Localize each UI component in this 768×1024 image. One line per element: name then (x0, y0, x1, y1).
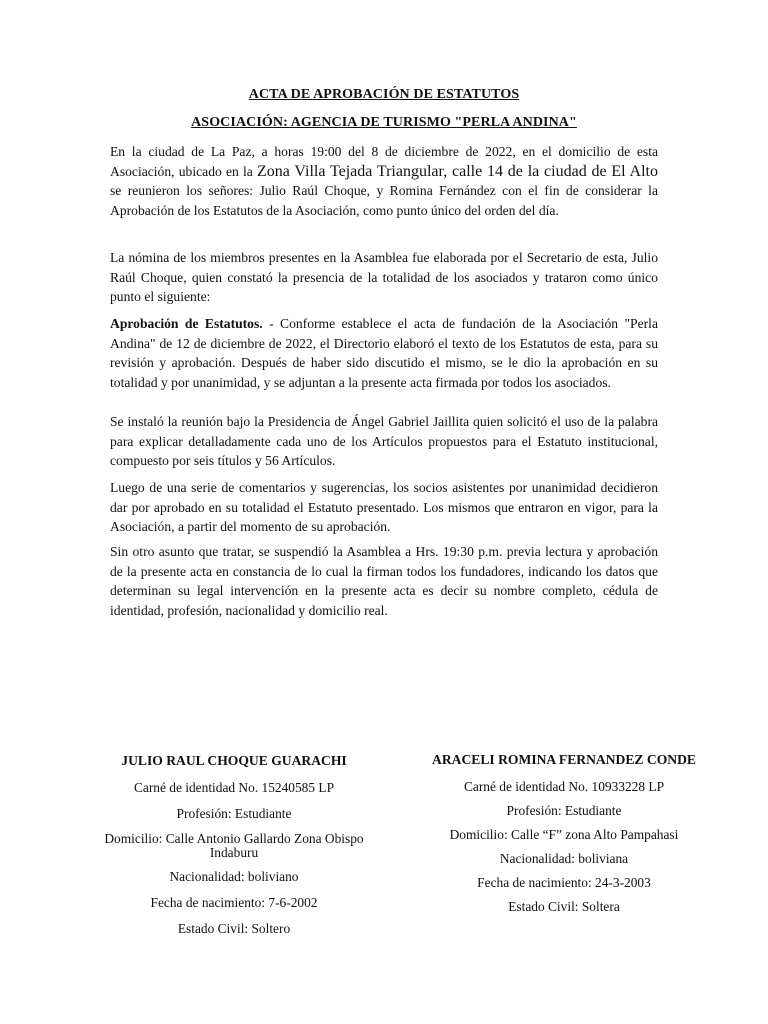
signatory-name: ARACELI ROMINA FERNANDEZ CONDE (432, 752, 696, 767)
signatory-profession: Profesión: Estudiante (506, 803, 622, 818)
document-title: ACTA DE APROBACIÓN DE ESTATUTOS (248, 87, 520, 102)
paragraph-meeting-part-c: se reunieron los señores: Julio Raúl Choque, y Romina Fernández con el fin de considerar la Aprobación de los Estatutos de la Asociación, como punto único del orden del día. (110, 183, 658, 218)
signatory-birth-date: Fecha de nacimiento: 24-3-2003 (477, 875, 651, 890)
paragraph-closing: Sin otro asunto que tratar, se suspendió la Asamblea a Hrs. 19:30 p.m. previa lectura y aprobación de la presente acta en constancia de lo cual la firman todos los fundadores, indicando los datos que determinan su legal intervención en la presente acta es decir su nombre completo, cédula de identidad, profesión, nacionalidad y domicilio real. (110, 544, 658, 618)
signatory-civil-status: Estado Civil: Soltera (508, 899, 620, 914)
signatory-civil-status: Estado Civil: Soltero (177, 921, 291, 936)
signatory-id-card: Carné de identidad No. 10933228 LP (463, 779, 665, 794)
paragraph-meeting-part-a: En la ciudad de La Paz, a horas 19:00 del 8 de diciembre de 2022, en el domicilio de esta Asociación, ubicado en la (110, 144, 658, 179)
signatory-name: JULIO RAUL CHOQUE GUARACHI (121, 753, 347, 768)
signatory-id-card: Carné de identidad No. 15240585 LP (133, 780, 335, 795)
signatory-profession: Profesión: Estudiante (176, 806, 292, 821)
paragraph-approval-body: - Conforme establece el acta de fundación de la Asociación "Perla Andina" de 12 de diciembre de 2022, el Directorio elaboró el texto de los Estatutos de esta, para su revisión y aprobación. Después de haber sido discutido el mismo, se le dio la aprobación en su totalidad y por unanimidad, y se adjuntan a la presente acta firmada por todos los asociados. (110, 316, 658, 390)
signatory-nationality: Nacionalidad: boliviano (169, 869, 299, 884)
signatory-birth-date: Fecha de nacimiento: 7-6-2002 (150, 895, 318, 910)
signatory-address: Domicilio: Calle Antonio Gallardo Zona Obispo Indaburu (104, 831, 364, 860)
paragraph-meeting (110, 142, 658, 220)
paragraph-meeting-address: Zona Villa Tejada Triangular, calle 14 de la ciudad de El Alto (257, 162, 658, 180)
paragraph-comments: Luego de una serie de comentarios y sugerencias, los socios asistentes por unanimidad decidieron dar por aprobado en su totalidad el Estatuto presentado. Los mismos que entraron en vigor, para la Asociación, a partir del momento de su aprobación. (110, 480, 658, 534)
signatory-address: Domicilio: Calle “F” zona Alto Pampahasi (449, 827, 679, 842)
paragraph-members: La nómina de los miembros presentes en la Asamblea fue elaborada por el Secretario de esta, Julio Raúl Choque, quien constató la presencia de la totalidad de los asociados y trataron como único punto el siguiente: (110, 250, 658, 304)
paragraph-presidency: Se instaló la reunión bajo la Presidencia de Ángel Gabriel Jaillita quien solicitó el uso de la palabra para explicar detalladamente cada uno de los Artículos propuestos para el Estatuto institucional, compuesto por seis títulos y 56 Artículos. (110, 414, 658, 468)
signatory-nationality: Nacionalidad: boliviana (499, 851, 629, 866)
signatory-block-1 (88, 753, 380, 947)
document-subtitle: ASOCIACIÓN: AGENCIA DE TURISMO "PERLA ANDINA" (191, 115, 577, 130)
signatory-block-2 (418, 749, 710, 923)
paragraph-approval-heading: Aprobación de Estatutos. (110, 316, 263, 331)
paragraph-approval (110, 314, 658, 392)
